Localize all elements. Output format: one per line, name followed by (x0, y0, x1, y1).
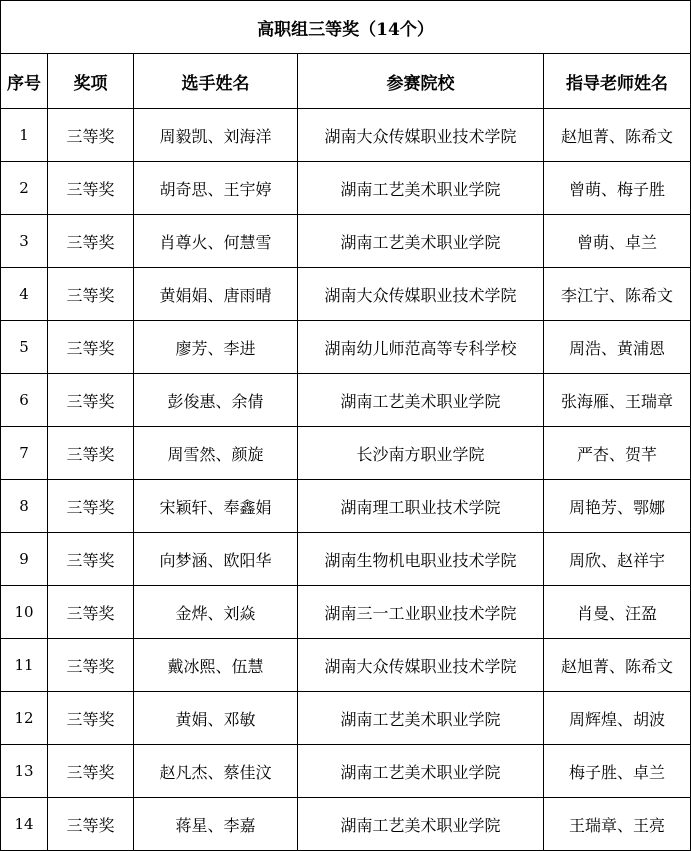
cell-award: 三等奖 (48, 639, 134, 692)
cell-teachers: 曾萌、卓兰 (544, 215, 691, 268)
cell-index: 8 (1, 480, 48, 533)
cell-school: 湖南生物机电职业技术学院 (298, 533, 544, 586)
table-row (1, 427, 691, 480)
table-row (1, 480, 691, 533)
cell-award: 三等奖 (48, 480, 134, 533)
cell-school: 湖南三一工业职业技术学院 (298, 586, 544, 639)
cell-index: 1 (1, 109, 48, 162)
table-title: 高职组三等奖（14个） (1, 1, 691, 54)
cell-teachers: 周艳芳、鄂娜 (544, 480, 691, 533)
cell-school: 湖南大众传媒职业技术学院 (298, 639, 544, 692)
table-body (1, 1, 691, 851)
header-index: 序号 (1, 54, 48, 109)
cell-award: 三等奖 (48, 692, 134, 745)
cell-teachers: 曾萌、梅子胜 (544, 162, 691, 215)
cell-award: 三等奖 (48, 533, 134, 586)
cell-teachers: 周欣、赵祥宇 (544, 533, 691, 586)
cell-index: 2 (1, 162, 48, 215)
table-row (1, 798, 691, 851)
cell-index: 13 (1, 745, 48, 798)
table-row (1, 692, 691, 745)
cell-players: 金烨、刘焱 (134, 586, 298, 639)
cell-players: 蒋星、李嘉 (134, 798, 298, 851)
cell-players: 宋颖轩、奉鑫娟 (134, 480, 298, 533)
table-row (1, 586, 691, 639)
cell-teachers: 周辉煌、胡波 (544, 692, 691, 745)
cell-index: 14 (1, 798, 48, 851)
cell-players: 彭俊惠、余倩 (134, 374, 298, 427)
header-players: 选手姓名 (134, 54, 298, 109)
cell-players: 黄娟、邓敏 (134, 692, 298, 745)
cell-players: 周毅凯、刘海洋 (134, 109, 298, 162)
cell-award: 三等奖 (48, 427, 134, 480)
cell-school: 湖南工艺美术职业学院 (298, 162, 544, 215)
cell-players: 胡奇思、王宇婷 (134, 162, 298, 215)
table-row (1, 745, 691, 798)
cell-award: 三等奖 (48, 109, 134, 162)
cell-teachers: 赵旭菁、陈希文 (544, 109, 691, 162)
table-row (1, 533, 691, 586)
cell-award: 三等奖 (48, 374, 134, 427)
table-row (1, 268, 691, 321)
cell-players: 赵凡杰、蔡佳汶 (134, 745, 298, 798)
cell-school: 湖南大众传媒职业技术学院 (298, 109, 544, 162)
cell-players: 周雪然、颜旋 (134, 427, 298, 480)
cell-index: 6 (1, 374, 48, 427)
cell-players: 肖尊火、何慧雪 (134, 215, 298, 268)
cell-players: 戴冰熙、伍慧 (134, 639, 298, 692)
cell-school: 湖南大众传媒职业技术学院 (298, 268, 544, 321)
cell-school: 湖南工艺美术职业学院 (298, 692, 544, 745)
cell-teachers: 王瑞章、王亮 (544, 798, 691, 851)
cell-players: 黄娟娟、唐雨晴 (134, 268, 298, 321)
cell-award: 三等奖 (48, 745, 134, 798)
cell-teachers: 周浩、黄浦恩 (544, 321, 691, 374)
title-row (1, 1, 691, 54)
cell-school: 湖南幼儿师范高等专科学校 (298, 321, 544, 374)
cell-award: 三等奖 (48, 215, 134, 268)
cell-index: 11 (1, 639, 48, 692)
cell-index: 10 (1, 586, 48, 639)
cell-teachers: 梅子胜、卓兰 (544, 745, 691, 798)
cell-school: 长沙南方职业学院 (298, 427, 544, 480)
cell-school: 湖南工艺美术职业学院 (298, 798, 544, 851)
cell-index: 7 (1, 427, 48, 480)
cell-award: 三等奖 (48, 798, 134, 851)
header-award: 奖项 (48, 54, 134, 109)
cell-teachers: 严杏、贺芊 (544, 427, 691, 480)
table-row (1, 215, 691, 268)
cell-school: 湖南理工职业技术学院 (298, 480, 544, 533)
table-row (1, 639, 691, 692)
cell-teachers: 李江宁、陈希文 (544, 268, 691, 321)
header-teachers: 指导老师姓名 (544, 54, 691, 109)
header-row (1, 54, 691, 109)
cell-players: 廖芳、李进 (134, 321, 298, 374)
table-row (1, 109, 691, 162)
cell-teachers: 肖曼、汪盈 (544, 586, 691, 639)
cell-index: 12 (1, 692, 48, 745)
table-row (1, 321, 691, 374)
cell-index: 3 (1, 215, 48, 268)
cell-index: 4 (1, 268, 48, 321)
cell-award: 三等奖 (48, 268, 134, 321)
cell-award: 三等奖 (48, 162, 134, 215)
cell-school: 湖南工艺美术职业学院 (298, 745, 544, 798)
cell-school: 湖南工艺美术职业学院 (298, 215, 544, 268)
table-row (1, 374, 691, 427)
cell-index: 5 (1, 321, 48, 374)
cell-players: 向梦涵、欧阳华 (134, 533, 298, 586)
cell-teachers: 赵旭菁、陈希文 (544, 639, 691, 692)
cell-teachers: 张海雁、王瑞章 (544, 374, 691, 427)
cell-award: 三等奖 (48, 586, 134, 639)
table-row (1, 162, 691, 215)
cell-award: 三等奖 (48, 321, 134, 374)
cell-index: 9 (1, 533, 48, 586)
cell-school: 湖南工艺美术职业学院 (298, 374, 544, 427)
header-school: 参赛院校 (298, 54, 544, 109)
